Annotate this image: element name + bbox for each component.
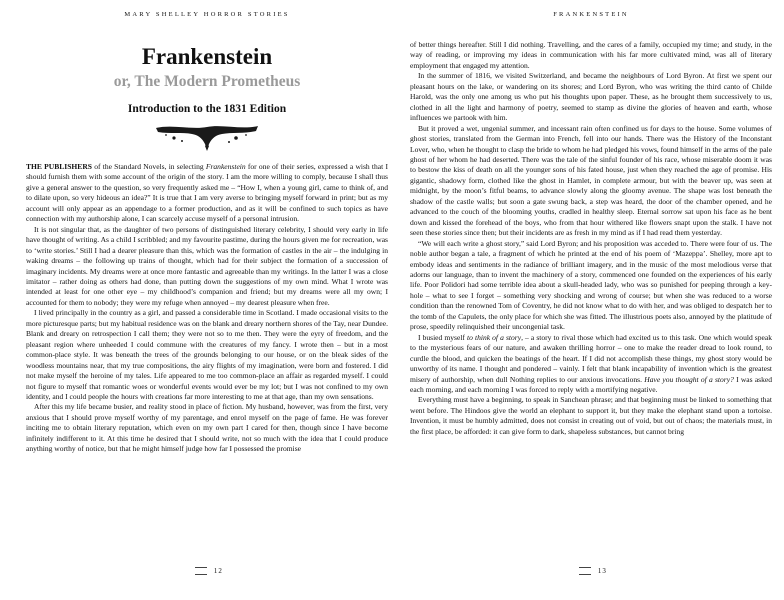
paragraph: It is not singular that, as the daughter of two persons of distinguished literary celebrity, I should very early in life have thought of writing. As a child I scribbled; and my favourite pastime, during the hours given me for recreation, was to ‘write stories.’ Still I had a dearer pleasure than this, which was the formation of castles in the air – the indulging in waking dreams – the following up trains of thought, which had for their subject the formation of a succession of imaginary incidents. My dreams were at once more fantastic and agreeable than my writings. In the latter I was a close imitator – rather doing as others had done, than putting down the suggestions of my own mind. What I wrote was intended at least for one other eye – my childhood’s companion and friend; but my dreams were all my own; I accounted for them to nobody; they were my refuge when annoyed – my dearest pleasure when free. (26, 224, 388, 307)
emphasis: Have you thought of a story? (644, 374, 734, 384)
paragraph: In the summer of 1816, we visited Switzerland, and became the neighbours of Lord Byron. At first we spent our pleasant hours on the lake, or wandering on its shores; and Lord Byron, who was writing the third canto of Childe Harold, was the only one among us who put his thoughts upon paper. These, as he brought them successively to us, clothed in all the light and harmony of poetry, seemed to stamp as divine the glories of heaven and earth, whose influences we partook with him. (410, 71, 772, 123)
page-number-right (410, 567, 772, 575)
book-subtitle: or, The Modern Prometheus (113, 73, 301, 90)
emphasis: to think of a story (467, 332, 522, 342)
running-head-left: MARY SHELLEY HORROR STORIES (124, 11, 290, 18)
text-span: of the Standard Novels, in selecting (91, 162, 206, 171)
paragraph: of better things hereafter. Still I did nothing. Travelling, and the cares of a family, occupied my time; and study, in the way of reading, or improving my ideas in communication with his far more cultivated mind, was all of literary employment that engaged my attention. (410, 40, 772, 70)
intro-heading: Introduction to the 1831 Edition (127, 103, 287, 115)
paragraph: “We will each write a ghost story,” said Lord Byron; and his proposition was acceded to. There were four of us. The noble author began a tale, a fragment of which he printed at the end of his poem of ‘Mazeppa’. Shelley, more apt to embody ideas and sentiments in the radiance of brilliant imagery, and in the music of the most melodious verse that adorns our language, than to invent the machinery of a story, commenced one founded on the experiences of his early life. Poor Polidori had some terrible idea about a skull-headed lady, who was so punished for peeping through a key-hole – what to see I forget – something very shocking and wrong of course; but when she was reduced to a worse condition than the renowned Tom of Coventry, he did not know what to do with her, and was obliged to despatch her to the tomb of the Capulets, the only place for which she was fitted. The illustrious poets also, annoyed by the platitude of prose, speedily relinquished their uncongenial task. (410, 238, 772, 332)
paragraph (26, 162, 388, 225)
body-text-right (410, 40, 772, 437)
emphasis-title: Frankenstein (205, 162, 246, 171)
left-page (26, 0, 388, 600)
running-head-right: FRANKENSTEIN (553, 11, 629, 18)
paragraph: Everything must have a beginning, to speak in Sanchean phrase; and that beginning must be linked to something that went before. The Hindoos give the world an elephant to support it, but they make the elephant stand upon a tortoise. Invention, it must be humbly admitted, does not consist in creating out of void, but out of chaos; the materials must, in the first place, be afforded: it can give form to dark, shapeless substances, but cannot bring (410, 395, 772, 436)
paragraph: But it proved a wet, ungenial summer, and incessant rain often confined us for days to the house. Some volumes of ghost stories, translated from the German into French, fell into our hands. There was the History of the Inconstant Lover, who, when he thought to clasp the bride to whom he had pledged his vows, found himself in the arms of the pale ghost of her whom he had deserted. There was the tale of the sinful founder of his race, whose miserable doom it was to bestow the kiss of death on all the younger sons of his fated house, just when they reached the age of promise. His gigantic, shadowy form, clothed like the ghost in Hamlet, in complete armour, but with the beaver up, was seen at midnight, by the moon’s fitful beams, to advance slowly along the gloomy avenue. The shape was lost beneath the shadow of the castle walls; but soon a gate swung back, a step was heard, the door of the chamber opened, and he advanced to the couch of the blooming youths, cradled in healthy sleep. Eternal sorrow sat upon his face as he bent down and kissed the forehead of the boys, who from that hour withered like flowers snapt upon the stalk. I have not seen these stories since then; but their incidents are as fresh in my mind as if I had read them yesterday. (410, 123, 772, 238)
folio-ornament-icon (195, 567, 207, 575)
body-text-left (26, 162, 388, 455)
ink-splash-ornament-icon (152, 122, 262, 152)
text-span: for one of their series, expressed a wish that I should furnish them with some account of the origin of the story. I am the more willing to comply, because I shall thus give a general answer to the question, so very frequently asked me – “How I, when a young girl, came to think of, and to dilate upon, so very hideous an idea?” It is true that I am very averse to bringing myself forward in print; but as my account will only appear as an appendage to a former production, and as it will be confined to such topics as have connection with my authorship alone, I can scarcely accuse myself of a personal intrusion. (26, 162, 388, 224)
page-number-left (26, 567, 388, 575)
paragraph: After this my life became busier, and reality stood in place of fiction. My husband, however, was from the first, very anxious that I should prove myself worthy of my parentage, and enrol myself on the page of fame. He was forever inciting me to obtain literary reputation, which even on my own part I cared for then, though since I have become infinitely indifferent to it. At this time he desired that I should write, not so much with the idea that I could produce anything worthy of notice, but that he might himself judge how far I possessed the promise (26, 402, 388, 454)
page-number: 13 (597, 567, 607, 575)
folio-ornament-icon (579, 567, 591, 575)
text-span: I was asked each morning, and each morning I was forced to reply with a mortifying negative. (410, 374, 772, 394)
text-span: I busied myself (418, 332, 468, 342)
paragraph (410, 333, 772, 396)
right-page (410, 0, 772, 600)
lead-in: THE PUBLISHERS (26, 162, 92, 171)
title-block (26, 44, 388, 152)
text-span: , – a story to rival those which had excited us to this task. One which would speak to the mysterious fears of our nature, and awaken thrilling horror – one to make the reader dread to look round, to curdle the blood, and quicken the beatings of the heart. If I did not accomplish these things, my ghost story would be unworthy of its name. I thought and pondered – vainly. I felt that blank incapability of invention which is the greatest misery of authorship, when dull Nothing replies to our anxious invocations. (410, 332, 772, 384)
book-title: Frankenstein (141, 44, 273, 69)
page-number: 12 (213, 567, 223, 575)
paragraph: I lived principally in the country as a girl, and passed a considerable time in Scotland. I made occasional visits to the more picturesque parts; but my habitual residence was on the blank and dreary northern shores of the Tay, near Dundee. Blank and dreary on retrospection I call them; they were not so to me then. They were the eyry of freedom, and the pleasant region where unheeded I could commune with the creatures of my fancy. I wrote then – but in a most common-place style. It was beneath the trees of the grounds belonging to our house, or on the bleak sides of the woodless mountains near, that my true compositions, the airy flights of my imagination, were born and fostered. I did not make myself the heroine of my tales. Life appeared to me too common-place an affair as regarded myself. I could not figure to myself that romantic woes or wonderful events would ever be my lot; but I was not confined to my own identity, and I could people the hours with creations far more interesting to me at that age, than my own sensations. (26, 308, 388, 401)
